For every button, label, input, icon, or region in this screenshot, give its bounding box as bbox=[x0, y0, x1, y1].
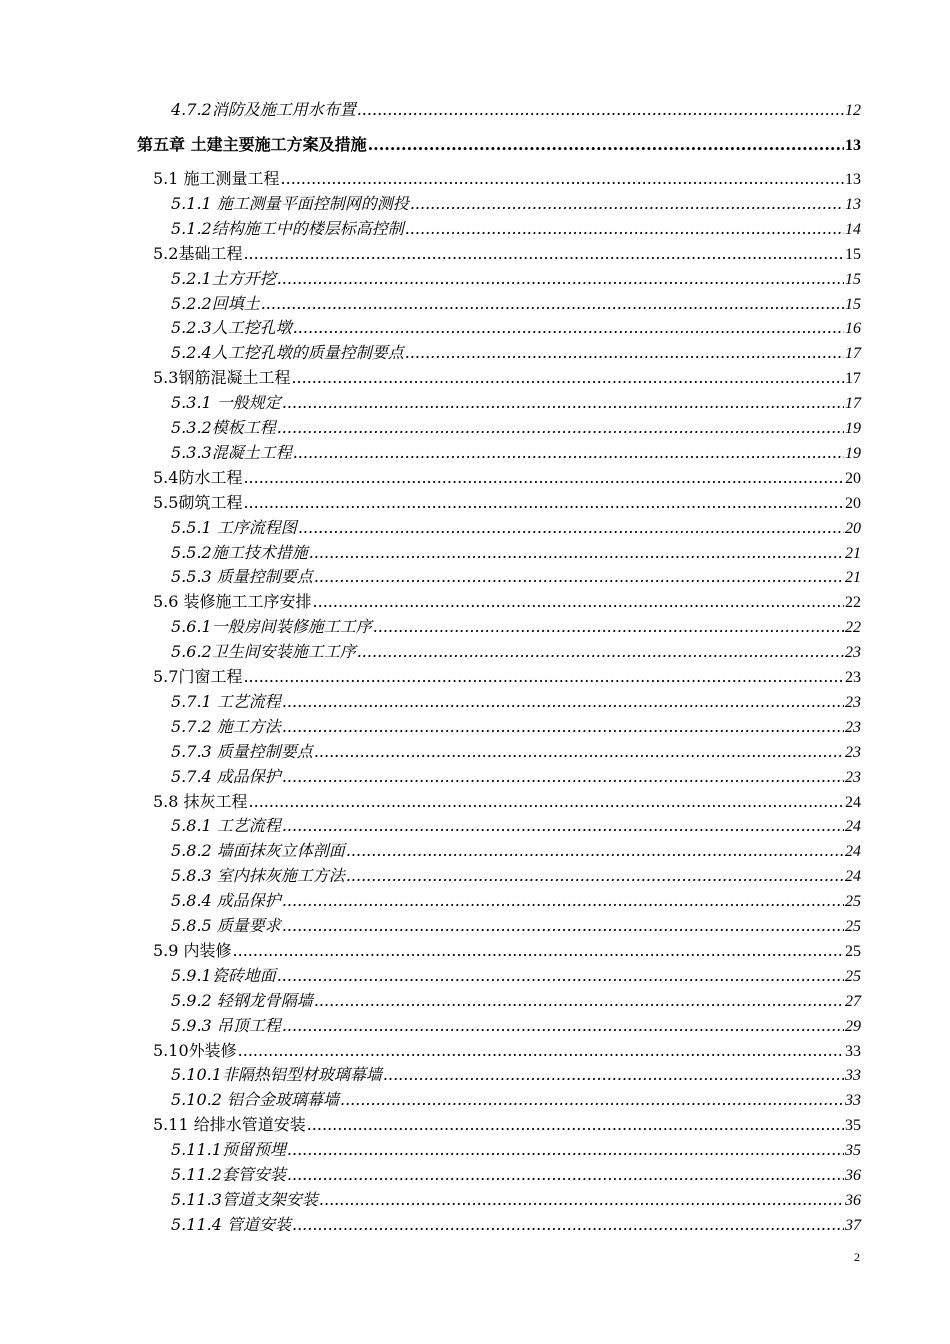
toc-leader-dots bbox=[281, 167, 844, 191]
toc-leader-dots bbox=[319, 1188, 844, 1212]
toc-entry[interactable] bbox=[171, 541, 861, 565]
toc-entry[interactable] bbox=[171, 391, 861, 415]
toc-leader-dots bbox=[261, 292, 844, 316]
toc-entry-page: 33 bbox=[845, 1092, 861, 1110]
toc-entry-page: 24 bbox=[845, 793, 861, 811]
toc-entry-title: 5.8 抹灰工程 bbox=[153, 791, 248, 811]
toc-entry-page: 25 bbox=[845, 918, 861, 935]
toc-leader-dots bbox=[233, 939, 844, 963]
toc-entry[interactable] bbox=[153, 466, 861, 490]
toc-entry-title: 5.8.3 室内抹灰施工方法 bbox=[171, 866, 345, 886]
toc-entry[interactable] bbox=[153, 790, 861, 814]
toc-entry[interactable] bbox=[171, 1088, 861, 1112]
toc-entry-page: 27 bbox=[845, 992, 861, 1010]
toc-entry[interactable] bbox=[153, 1039, 861, 1063]
toc-leader-dots bbox=[282, 889, 844, 913]
toc-entry-page: 36 bbox=[845, 1167, 861, 1184]
toc-leader-dots bbox=[282, 914, 844, 938]
toc-entry-title: 5.6.1一般房间装修施工工序 bbox=[171, 617, 372, 637]
toc-entry[interactable] bbox=[171, 1213, 861, 1237]
toc-leader-dots bbox=[287, 1138, 844, 1162]
toc-entry-page: 20 bbox=[845, 469, 861, 487]
toc-entry-title: 5.10外装修 bbox=[153, 1040, 237, 1060]
toc-leader-dots bbox=[346, 839, 844, 863]
toc-leader-dots bbox=[249, 790, 844, 814]
toc-leader-dots bbox=[298, 516, 844, 540]
toc-leader-dots bbox=[277, 416, 844, 440]
toc-entry-page: 37 bbox=[845, 1216, 861, 1234]
toc-leader-dots bbox=[314, 565, 844, 589]
toc-entry-title: 第五章 土建主要施工方案及措施 bbox=[137, 135, 367, 154]
toc-entry[interactable] bbox=[171, 989, 861, 1013]
toc-entry-title: 4.7.2消防及施工用水布置 bbox=[171, 100, 356, 119]
toc-leader-dots bbox=[314, 740, 844, 764]
toc-leader-dots bbox=[314, 989, 844, 1013]
toc-entry-title: 5.2.3人工挖孔墩 bbox=[171, 318, 292, 338]
toc-leader-dots bbox=[238, 1039, 844, 1063]
toc-entry[interactable] bbox=[171, 267, 861, 291]
toc-entry-page: 24 bbox=[845, 818, 861, 836]
toc-entry[interactable] bbox=[171, 98, 861, 122]
toc-leader-dots bbox=[243, 491, 844, 515]
toc-entry-title: 5.3.2模板工程 bbox=[171, 418, 276, 437]
toc-leader-dots bbox=[282, 391, 844, 415]
toc-entry-page: 25 bbox=[845, 893, 861, 911]
toc-entry[interactable] bbox=[171, 964, 861, 988]
toc-leader-dots bbox=[373, 615, 844, 639]
toc-entry-title: 5.2.4人工挖孔墩的质量控制要点 bbox=[171, 343, 404, 363]
toc-leader-dots bbox=[293, 316, 844, 340]
toc-entry[interactable] bbox=[153, 167, 861, 191]
toc-entry[interactable] bbox=[171, 316, 861, 340]
toc-entry-page: 15 bbox=[845, 295, 861, 313]
toc-entry-title: 5.2.2回填土 bbox=[171, 293, 260, 313]
toc-entry[interactable] bbox=[171, 292, 861, 316]
toc-leader-dots bbox=[282, 715, 844, 739]
toc-entry-title: 5.7.4 成品保护 bbox=[171, 766, 281, 786]
toc-entry-page: 24 bbox=[845, 868, 861, 886]
toc-entry-title: 5.11 给排水管道安装 bbox=[153, 1115, 306, 1135]
toc-leader-dots bbox=[243, 242, 844, 266]
toc-entry-title: 5.10.2 铝合金玻璃幕墙 bbox=[171, 1090, 339, 1110]
toc-entry-page: 25 bbox=[845, 942, 861, 960]
toc-entry-page: 15 bbox=[845, 245, 861, 263]
toc-entry-title: 5.3.1 一般规定 bbox=[171, 393, 281, 413]
toc-entry-page: 23 bbox=[845, 669, 861, 686]
toc-entry-title: 5.6 装修施工工序安排 bbox=[153, 592, 312, 612]
toc-entry-page: 25 bbox=[845, 967, 861, 985]
toc-entry-page: 16 bbox=[845, 320, 861, 338]
toc-entry-title: 5.2基础工程 bbox=[153, 243, 243, 263]
toc-entry[interactable] bbox=[171, 839, 861, 863]
toc-entry-page: 20 bbox=[845, 494, 861, 512]
toc-entry[interactable] bbox=[153, 242, 861, 266]
toc-entry[interactable] bbox=[171, 914, 861, 938]
toc-entry-title: 5.5砌筑工程 bbox=[153, 492, 243, 512]
toc-entry-title: 5.3.3混凝土工程 bbox=[171, 442, 292, 462]
toc-entry-title: 5.11.3管道支架安装 bbox=[171, 1189, 318, 1209]
toc-leader-dots bbox=[282, 765, 844, 789]
toc-leader-dots bbox=[287, 1163, 844, 1187]
toc-entry-title: 5.10.1非隔热铝型材玻璃幕墙 bbox=[171, 1065, 382, 1085]
toc-entry-title: 5.9.3 吊顶工程 bbox=[171, 1015, 281, 1035]
toc-entry-page: 14 bbox=[845, 220, 861, 238]
toc-entry[interactable] bbox=[171, 1188, 861, 1212]
toc-entry-page: 33 bbox=[845, 1042, 861, 1060]
toc-entry-title: 5.5.3 质量控制要点 bbox=[171, 567, 313, 587]
toc-leader-dots bbox=[410, 192, 844, 216]
toc-leader-dots bbox=[405, 217, 844, 241]
toc-entry-title: 5.3钢筋混凝土工程 bbox=[153, 368, 291, 388]
toc-entry[interactable] bbox=[153, 491, 861, 515]
toc-leader-dots bbox=[282, 814, 844, 838]
toc-entry[interactable] bbox=[171, 690, 861, 714]
toc-entry-title: 5.11.2套管安装 bbox=[171, 1165, 286, 1184]
toc-entry-page: 33 bbox=[845, 1067, 861, 1085]
toc-entry[interactable] bbox=[171, 441, 861, 465]
toc-leader-dots bbox=[346, 864, 844, 888]
page-number: 2 bbox=[854, 1250, 860, 1264]
toc-leader-dots bbox=[307, 1113, 844, 1137]
toc-entry-title: 5.9.1瓷砖地面 bbox=[171, 965, 276, 985]
toc-entry-title: 5.5.1 工序流程图 bbox=[171, 517, 297, 537]
toc-entry-page: 17 bbox=[845, 345, 861, 363]
toc-entry-page: 23 bbox=[845, 693, 861, 711]
toc-entry-title: 5.7.2 施工方法 bbox=[171, 716, 281, 736]
toc-entry-page: 22 bbox=[845, 619, 861, 637]
toc-entry-page: 13 bbox=[845, 171, 861, 188]
toc-entry[interactable] bbox=[171, 1163, 861, 1187]
toc-entry-page: 22 bbox=[845, 594, 861, 612]
toc-entry-title: 5.9 内装修 bbox=[153, 940, 232, 960]
toc-entry[interactable] bbox=[171, 217, 861, 241]
toc-entry[interactable] bbox=[171, 192, 861, 216]
toc-entry-page: 13 bbox=[845, 195, 861, 213]
toc-entry-title: 5.7门窗工程 bbox=[153, 667, 243, 686]
toc-entry[interactable] bbox=[171, 1063, 861, 1087]
toc-entry[interactable] bbox=[171, 864, 861, 888]
toc-leader-dots bbox=[243, 466, 844, 490]
toc-entry[interactable] bbox=[153, 1113, 861, 1137]
toc-entry-page: 23 bbox=[845, 768, 861, 786]
toc-entry-title: 5.2.1土方开挖 bbox=[171, 268, 276, 288]
toc-entry-page: 23 bbox=[845, 718, 861, 736]
toc-leader-dots bbox=[357, 640, 844, 664]
toc-leader-dots bbox=[282, 690, 844, 714]
toc-entry-title: 5.1 施工测量工程 bbox=[153, 169, 280, 188]
toc-entry-title: 5.8.2 墙面抹灰立体剖面 bbox=[171, 841, 345, 861]
toc-entry-page: 19 bbox=[845, 444, 861, 462]
toc-entry[interactable] bbox=[171, 715, 861, 739]
toc-entry-title: 5.8.1 工艺流程 bbox=[171, 816, 281, 836]
toc-leader-dots bbox=[291, 366, 844, 390]
toc-entry[interactable] bbox=[171, 1014, 861, 1038]
toc-entry[interactable] bbox=[171, 416, 861, 440]
toc-entry-page: 15 bbox=[845, 270, 861, 288]
toc-entry[interactable] bbox=[171, 341, 861, 365]
toc-entry-page: 36 bbox=[845, 1191, 861, 1209]
toc-entry[interactable] bbox=[153, 939, 861, 963]
toc-entry-title: 5.7.1 工艺流程 bbox=[171, 691, 281, 711]
toc-entry[interactable] bbox=[171, 565, 861, 589]
toc-leader-dots bbox=[368, 133, 844, 157]
toc-entry-title: 5.4防水工程 bbox=[153, 467, 243, 487]
toc-leader-dots bbox=[383, 1063, 844, 1087]
toc-entry[interactable] bbox=[171, 615, 861, 639]
toc-entry-title: 5.11.1预留预埋 bbox=[171, 1140, 286, 1160]
toc-entry-page: 17 bbox=[845, 395, 861, 413]
toc-entry-title: 5.5.2施工技术措施 bbox=[171, 542, 308, 562]
toc-entry-title: 5.6.2卫生间安装施工工序 bbox=[171, 642, 356, 662]
toc-entry-title: 5.8.4 成品保护 bbox=[171, 891, 281, 911]
toc-entry[interactable] bbox=[171, 516, 861, 540]
toc-entry-title: 5.8.5 质量要求 bbox=[171, 916, 281, 935]
toc-entry[interactable] bbox=[153, 366, 861, 390]
toc-leader-dots bbox=[277, 267, 844, 291]
toc-leader-dots bbox=[243, 665, 844, 689]
toc-entry-title: 5.9.2 轻钢龙骨隔墙 bbox=[171, 990, 313, 1010]
toc-leader-dots bbox=[405, 341, 844, 365]
toc-entry-title: 5.1.1 施工测量平面控制网的测投 bbox=[171, 193, 409, 213]
toc-entry-title: 5.1.2结构施工中的楼层标高控制 bbox=[171, 218, 404, 238]
toc-entry-page: 17 bbox=[845, 370, 861, 388]
toc-entry-page: 23 bbox=[845, 644, 861, 662]
toc-entry-page: 24 bbox=[845, 843, 861, 861]
toc-entry-page: 13 bbox=[845, 137, 861, 154]
toc-entry-page: 12 bbox=[845, 102, 861, 119]
toc-entry[interactable] bbox=[153, 590, 861, 614]
toc-entry[interactable] bbox=[153, 665, 861, 689]
toc-entry-page: 21 bbox=[845, 544, 861, 562]
toc-leader-dots bbox=[293, 441, 844, 465]
toc-entry[interactable] bbox=[171, 814, 861, 838]
toc-entry-page: 23 bbox=[845, 743, 861, 761]
toc-entry-page: 35 bbox=[845, 1142, 861, 1160]
toc-entry-page: 19 bbox=[845, 420, 861, 437]
toc-entry-title: 5.7.3 质量控制要点 bbox=[171, 741, 313, 761]
toc-leader-dots bbox=[282, 1014, 844, 1038]
toc-leader-dots bbox=[277, 964, 844, 988]
toc-entry-title: 5.11.4 管道安装 bbox=[171, 1214, 291, 1234]
toc-entry[interactable] bbox=[171, 1138, 861, 1162]
toc-entry[interactable] bbox=[171, 765, 861, 789]
toc-entry[interactable] bbox=[171, 640, 861, 664]
toc-leader-dots bbox=[292, 1213, 844, 1237]
toc-entry[interactable] bbox=[137, 133, 861, 157]
toc-entry[interactable] bbox=[171, 889, 861, 913]
toc-entry[interactable] bbox=[171, 740, 861, 764]
toc-leader-dots bbox=[309, 541, 844, 565]
toc-leader-dots bbox=[340, 1088, 844, 1112]
toc-entry-page: 35 bbox=[845, 1117, 861, 1135]
toc-entry-page: 21 bbox=[845, 569, 861, 587]
toc-leader-dots bbox=[357, 98, 844, 122]
toc-leader-dots bbox=[313, 590, 844, 614]
toc-entry-page: 20 bbox=[845, 519, 861, 537]
toc-entry-page: 29 bbox=[845, 1017, 861, 1035]
